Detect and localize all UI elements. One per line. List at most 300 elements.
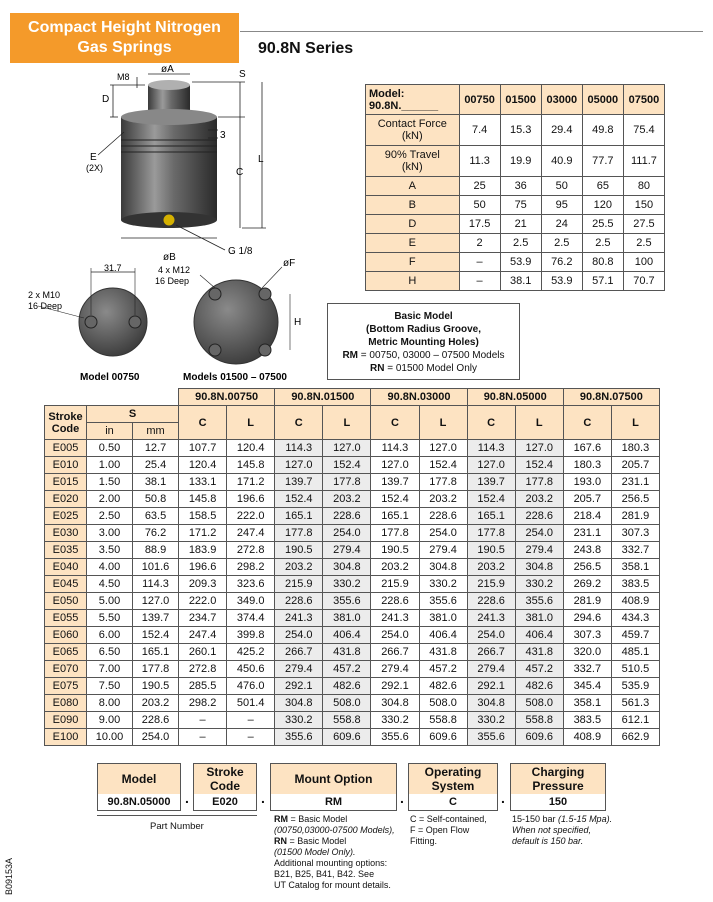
l-header: L	[419, 406, 467, 440]
label-l: L	[258, 154, 264, 165]
stroke-cell: 228.6	[515, 508, 563, 525]
spec-cell: –	[459, 272, 500, 291]
stroke-cell: 12.7	[133, 440, 179, 457]
spec-row	[366, 215, 665, 234]
stroke-cell: 355.6	[467, 729, 515, 746]
pn-stroke-box: Stroke Code E020	[193, 763, 257, 811]
stroke-cell: 177.8	[275, 525, 323, 542]
stroke-cell: 101.6	[133, 559, 179, 576]
stroke-cell: 272.8	[179, 661, 227, 678]
stroke-cell: 358.1	[611, 559, 659, 576]
stroke-row	[45, 576, 660, 593]
stroke-cell: 190.5	[275, 542, 323, 559]
stroke-cell: 450.6	[227, 661, 275, 678]
caption-models-01500: Models 01500 – 07500	[183, 372, 287, 383]
stroke-cell: 218.4	[563, 508, 611, 525]
stroke-cell: 508.0	[323, 695, 371, 712]
stroke-cell: 222.0	[179, 593, 227, 610]
stroke-cell: 203.2	[467, 559, 515, 576]
stroke-cell: 510.5	[611, 661, 659, 678]
label-m10-2: 16 Deep	[28, 301, 63, 311]
stroke-cell: 561.3	[611, 695, 659, 712]
stroke-cell: 349.0	[227, 593, 275, 610]
model-group-header: 90.8N.05000	[467, 389, 563, 406]
stroke-cell: 285.5	[179, 678, 227, 695]
spec-cell: 40.9	[541, 146, 582, 177]
stroke-cell: 408.9	[563, 729, 611, 746]
stroke-cell: –	[179, 712, 227, 729]
spec-row-label: D	[366, 215, 460, 234]
stroke-cell: 38.1	[133, 474, 179, 491]
stroke-cell: 127.0	[515, 440, 563, 457]
header-title-box	[10, 13, 239, 63]
stroke-cell: 107.7	[179, 440, 227, 457]
stroke-row	[45, 729, 660, 746]
pn-stroke-value: E020	[212, 796, 238, 808]
spec-cell: 65	[582, 177, 623, 196]
spec-cell: 50	[459, 196, 500, 215]
stroke-cell: 196.6	[227, 491, 275, 508]
pn-op-value: C	[449, 796, 457, 808]
stroke-cell: 152.4	[323, 457, 371, 474]
label-ob: øB	[163, 252, 176, 263]
spec-cell: 53.9	[541, 272, 582, 291]
stroke-row	[45, 559, 660, 576]
label-m12-2: 16 Deep	[155, 276, 190, 286]
pn-cp-box: Charging Pressure 150	[510, 763, 606, 811]
label-g18: G 1/8	[228, 246, 253, 257]
stroke-cell: 381.0	[419, 610, 467, 627]
spec-row-label: H	[366, 272, 460, 291]
stroke-cell: 120.4	[179, 457, 227, 474]
stroke-cell: 425.2	[227, 644, 275, 661]
stroke-cell: 307.3	[563, 627, 611, 644]
pn-caption: Part Number	[150, 821, 204, 832]
stroke-cell: 139.7	[467, 474, 515, 491]
stroke-cell: 127.0	[419, 440, 467, 457]
spec-row	[366, 115, 665, 146]
spec-cell: 2.5	[500, 234, 541, 253]
stroke-cell: 292.1	[275, 678, 323, 695]
label-m12-1: 4 x M12	[158, 265, 191, 275]
stroke-cell: 180.3	[611, 440, 659, 457]
stroke-cell: 165.1	[467, 508, 515, 525]
stroke-cell: 152.4	[419, 457, 467, 474]
stroke-cell: 114.3	[275, 440, 323, 457]
spec-cell: 49.8	[582, 115, 623, 146]
stroke-cell: 203.2	[515, 491, 563, 508]
stroke-cell: 9.00	[87, 712, 133, 729]
stroke-cell: 4.50	[87, 576, 133, 593]
stroke-cell: 254.0	[323, 525, 371, 542]
stroke-cell: 180.3	[563, 457, 611, 474]
spec-row-label: B	[366, 196, 460, 215]
basic-model-rm: RM = 00750, 03000 – 07500 Models	[342, 350, 505, 361]
stroke-code-cell: E035	[45, 542, 87, 559]
stroke-row	[45, 661, 660, 678]
pn-underline	[97, 815, 257, 816]
spec-cell: 70.7	[623, 272, 664, 291]
stroke-cell: 177.8	[323, 474, 371, 491]
spec-col-header: 01500	[500, 85, 541, 115]
stroke-cell: 241.3	[467, 610, 515, 627]
stroke-cell: 292.1	[467, 678, 515, 695]
stroke-row	[45, 525, 660, 542]
label-317: 31.7	[104, 263, 122, 273]
basic-model-rn: RN = 01500 Model Only	[369, 363, 477, 374]
l-header: L	[227, 406, 275, 440]
spec-cell: 27.5	[623, 215, 664, 234]
spec-cell: 95	[541, 196, 582, 215]
stroke-cell: 254.0	[275, 627, 323, 644]
spec-cell: 120	[582, 196, 623, 215]
spec-row	[366, 177, 665, 196]
s-header: S	[87, 406, 179, 423]
mm-header: mm	[133, 423, 179, 440]
stroke-cell: 139.7	[371, 474, 419, 491]
stroke-cell: 215.9	[275, 576, 323, 593]
model-group-header: 90.8N.01500	[275, 389, 371, 406]
stroke-cell: 127.0	[467, 457, 515, 474]
stroke-cell: 167.6	[563, 440, 611, 457]
pn-cp-value: 150	[548, 796, 568, 808]
spec-cell: 75.4	[623, 115, 664, 146]
spec-cell: 25.5	[582, 215, 623, 234]
stroke-code-cell: E015	[45, 474, 87, 491]
stroke-cell: 457.2	[323, 661, 371, 678]
spec-cell: 50	[541, 177, 582, 196]
stroke-row	[45, 712, 660, 729]
spec-row	[366, 253, 665, 272]
c-header: C	[371, 406, 419, 440]
stroke-cell: 330.2	[419, 576, 467, 593]
spec-model-header: Model: 90.8N.______	[366, 85, 460, 115]
stroke-cell: 6.00	[87, 627, 133, 644]
stroke-cell: 508.0	[515, 695, 563, 712]
stroke-cell: 177.8	[371, 525, 419, 542]
stroke-row	[45, 542, 660, 559]
stroke-cell: 4.00	[87, 559, 133, 576]
stroke-cell: 279.4	[467, 661, 515, 678]
stroke-cell: 203.2	[323, 491, 371, 508]
stroke-code-cell: E055	[45, 610, 87, 627]
label-c: C	[236, 167, 244, 178]
stroke-cell: 434.3	[611, 610, 659, 627]
spec-cell: 76.2	[541, 253, 582, 272]
stroke-cell: 399.8	[227, 627, 275, 644]
stroke-cell: 127.0	[133, 593, 179, 610]
stroke-cell: 304.8	[371, 695, 419, 712]
stroke-cell: 355.6	[323, 593, 371, 610]
spec-col-header: 05000	[582, 85, 623, 115]
spec-cell: 80.8	[582, 253, 623, 272]
stroke-cell: 171.2	[227, 474, 275, 491]
stroke-cell: 231.1	[563, 525, 611, 542]
stroke-cell: 152.4	[133, 627, 179, 644]
stroke-cell: 482.6	[515, 678, 563, 695]
stroke-cell: 183.9	[179, 542, 227, 559]
basic-model-title: Basic Model	[394, 311, 453, 322]
label-h: H	[294, 317, 302, 328]
spec-table	[365, 84, 665, 291]
basic-model-sub1: (Bottom Radius Groove,	[365, 324, 481, 335]
c-header: C	[563, 406, 611, 440]
stroke-cell: 203.2	[133, 695, 179, 712]
spec-cell: 2.5	[541, 234, 582, 253]
stroke-cell: 355.6	[515, 593, 563, 610]
spec-cell: 75	[500, 196, 541, 215]
stroke-code-cell: E070	[45, 661, 87, 678]
stroke-code-cell: E030	[45, 525, 87, 542]
stroke-cell: 457.2	[419, 661, 467, 678]
stroke-cell: 133.1	[179, 474, 227, 491]
stroke-cell: 431.8	[323, 644, 371, 661]
stroke-cell: 234.7	[179, 610, 227, 627]
stroke-cell: 228.6	[371, 593, 419, 610]
spec-cell: 29.4	[541, 115, 582, 146]
label-m10-1: 2 x M10	[28, 290, 61, 300]
stroke-code-cell: E025	[45, 508, 87, 525]
stroke-cell: 406.4	[515, 627, 563, 644]
stroke-cell: 152.4	[371, 491, 419, 508]
stroke-cell: 535.9	[611, 678, 659, 695]
stroke-cell: 114.3	[133, 576, 179, 593]
cp-notes: 15-150 bar (1.5-15 Mpa). When not specified, default is 150 bar.	[512, 814, 613, 846]
doc-code: B09153A	[4, 857, 14, 895]
spec-cell: 11.3	[459, 146, 500, 177]
stroke-cell: 431.8	[419, 644, 467, 661]
stroke-code-cell: E010	[45, 457, 87, 474]
stroke-cell: 482.6	[323, 678, 371, 695]
stroke-row	[45, 474, 660, 491]
header-divider	[240, 31, 703, 32]
stroke-cell: 279.4	[323, 542, 371, 559]
stroke-cell: 254.0	[467, 627, 515, 644]
stroke-row	[45, 593, 660, 610]
stroke-cell: 152.4	[275, 491, 323, 508]
stroke-cell: 307.3	[611, 525, 659, 542]
fill-port	[163, 214, 175, 226]
stroke-code-cell: E100	[45, 729, 87, 746]
header-title-line2: Gas Springs	[77, 39, 172, 56]
stroke-cell: 345.4	[563, 678, 611, 695]
stroke-cell: 266.7	[467, 644, 515, 661]
spec-row-label: Contact Force (kN)	[366, 115, 460, 146]
stroke-cell: 358.1	[563, 695, 611, 712]
pn-model-value: 90.8N.05000	[107, 796, 171, 808]
stroke-cell: 662.9	[611, 729, 659, 746]
stroke-cell: 269.2	[563, 576, 611, 593]
stroke-cell: 114.3	[467, 440, 515, 457]
stroke-code-cell: E020	[45, 491, 87, 508]
stroke-cell: 330.2	[467, 712, 515, 729]
stroke-cell: 209.3	[179, 576, 227, 593]
stroke-cell: 203.2	[371, 559, 419, 576]
stroke-cell: 127.0	[371, 457, 419, 474]
stroke-cell: 355.6	[371, 729, 419, 746]
stroke-cell: 203.2	[419, 491, 467, 508]
stroke-cell: 127.0	[275, 457, 323, 474]
spec-row-label: 90% Travel (kN)	[366, 146, 460, 177]
stroke-cell: 228.6	[323, 508, 371, 525]
stroke-cell: 165.1	[371, 508, 419, 525]
stroke-cell: 190.5	[467, 542, 515, 559]
spec-row-label: E	[366, 234, 460, 253]
stroke-cell: 165.1	[133, 644, 179, 661]
stroke-cell: 88.9	[133, 542, 179, 559]
spec-cell: 21	[500, 215, 541, 234]
stroke-row	[45, 627, 660, 644]
stroke-cell: 50.8	[133, 491, 179, 508]
spec-row	[366, 196, 665, 215]
stroke-cell: 203.2	[275, 559, 323, 576]
stroke-code-cell: E075	[45, 678, 87, 695]
stroke-cell: 279.4	[275, 661, 323, 678]
stroke-cell: 1.50	[87, 474, 133, 491]
stroke-cell: 332.7	[563, 661, 611, 678]
stroke-cell: 304.8	[467, 695, 515, 712]
stroke-cell: 457.2	[515, 661, 563, 678]
stroke-cell: 281.9	[611, 508, 659, 525]
model-group-header: 90.8N.03000	[371, 389, 467, 406]
stroke-cell: 177.8	[419, 474, 467, 491]
stroke-cell: 298.2	[179, 695, 227, 712]
spec-cell: 53.9	[500, 253, 541, 272]
stroke-cell: 406.4	[323, 627, 371, 644]
stroke-cell: 7.00	[87, 661, 133, 678]
stroke-code-cell: E060	[45, 627, 87, 644]
spec-row	[366, 272, 665, 291]
stroke-cell: 158.5	[179, 508, 227, 525]
stroke-cell: 145.8	[179, 491, 227, 508]
stroke-cell: 193.0	[563, 474, 611, 491]
stroke-cell: 2.00	[87, 491, 133, 508]
stroke-cell: 205.7	[611, 457, 659, 474]
stroke-cell: 152.4	[515, 457, 563, 474]
stroke-cell: 241.3	[371, 610, 419, 627]
stroke-cell: 25.4	[133, 457, 179, 474]
stroke-code-cell: E090	[45, 712, 87, 729]
l-header: L	[611, 406, 659, 440]
spec-row-label: A	[366, 177, 460, 196]
spec-cell: 2	[459, 234, 500, 253]
stroke-cell: 383.5	[563, 712, 611, 729]
label-oa: øA	[161, 64, 174, 75]
stroke-cell: 177.8	[133, 661, 179, 678]
stroke-cell: 241.3	[275, 610, 323, 627]
stroke-cell: 330.2	[371, 712, 419, 729]
stroke-cell: 281.9	[563, 593, 611, 610]
pn-model-box: Model 90.8N.05000	[97, 763, 181, 811]
stroke-cell: 254.0	[419, 525, 467, 542]
spec-cell: 17.5	[459, 215, 500, 234]
stroke-code-cell: E065	[45, 644, 87, 661]
stroke-cell: 152.4	[467, 491, 515, 508]
stroke-cell: 215.9	[467, 576, 515, 593]
stroke-cell: 266.7	[371, 644, 419, 661]
stroke-cell: 177.8	[515, 474, 563, 491]
stroke-cell: 558.8	[515, 712, 563, 729]
spec-cell: 100	[623, 253, 664, 272]
stroke-cell: 459.7	[611, 627, 659, 644]
stroke-cell: 215.9	[371, 576, 419, 593]
spec-cell: 24	[541, 215, 582, 234]
stroke-cell: 609.6	[323, 729, 371, 746]
stroke-cell: 222.0	[227, 508, 275, 525]
pn-mount-box: Mount Option RM	[270, 763, 397, 811]
stroke-cell: 294.6	[563, 610, 611, 627]
stroke-cell: 482.6	[419, 678, 467, 695]
stroke-cell: 332.7	[611, 542, 659, 559]
stroke-cell: 298.2	[227, 559, 275, 576]
label-s: S	[239, 69, 246, 80]
spec-row	[366, 234, 665, 253]
stroke-cell: 8.00	[87, 695, 133, 712]
stroke-cell: 355.6	[419, 593, 467, 610]
stroke-cell: 139.7	[275, 474, 323, 491]
spec-row	[366, 146, 665, 177]
model-group-header: 90.8N.07500	[563, 389, 659, 406]
c-header: C	[275, 406, 323, 440]
cylinder-body	[121, 117, 217, 220]
stroke-cell: 330.2	[515, 576, 563, 593]
stroke-cell: 256.5	[611, 491, 659, 508]
stroke-cell: 304.8	[323, 559, 371, 576]
stroke-cell: 2.50	[87, 508, 133, 525]
stroke-cell: 247.4	[179, 627, 227, 644]
spec-cell: 80	[623, 177, 664, 196]
label-of: øF	[283, 258, 296, 269]
stroke-cell: 476.0	[227, 678, 275, 695]
spec-cell: 2.5	[582, 234, 623, 253]
spec-cell: 111.7	[623, 146, 664, 177]
pn-mount-value: RM	[324, 796, 343, 808]
stroke-cell: 320.0	[563, 644, 611, 661]
stroke-cell: 254.0	[515, 525, 563, 542]
model-group-header: 90.8N.00750	[179, 389, 275, 406]
stroke-cell: 7.50	[87, 678, 133, 695]
spec-col-header: 03000	[541, 85, 582, 115]
stroke-row	[45, 695, 660, 712]
pn-op-box: Operating System C	[408, 763, 498, 811]
c-header: C	[179, 406, 227, 440]
stroke-cell: 609.6	[419, 729, 467, 746]
stroke-cell: 406.4	[419, 627, 467, 644]
stroke-cell: 612.1	[611, 712, 659, 729]
label-3: 3	[220, 130, 226, 141]
stroke-cell: 279.4	[419, 542, 467, 559]
stroke-cell: 304.8	[275, 695, 323, 712]
stroke-cell: 6.50	[87, 644, 133, 661]
spec-row-label: F	[366, 253, 460, 272]
spec-col-header: 00750	[459, 85, 500, 115]
stroke-cell: 3.00	[87, 525, 133, 542]
spec-cell: 150	[623, 196, 664, 215]
l-header: L	[323, 406, 371, 440]
stroke-cell: 0.50	[87, 440, 133, 457]
stroke-cell: 165.1	[275, 508, 323, 525]
stroke-cell: 266.7	[275, 644, 323, 661]
stroke-cell: 76.2	[133, 525, 179, 542]
label-m8: M8	[117, 72, 130, 82]
spec-cell: 7.4	[459, 115, 500, 146]
stroke-cell: 190.5	[133, 678, 179, 695]
stroke-cell: 127.0	[323, 440, 371, 457]
stroke-cell: 330.2	[275, 712, 323, 729]
mount-notes: RM = Basic Model (00750,03000-07500 Models), RN = Basic Model (01500 Model Only). Additional mounting options: B21, B25, B41, B42. See UT Catalog for mount details.	[274, 814, 395, 890]
stroke-cell: 228.6	[467, 593, 515, 610]
stroke-row	[45, 457, 660, 474]
